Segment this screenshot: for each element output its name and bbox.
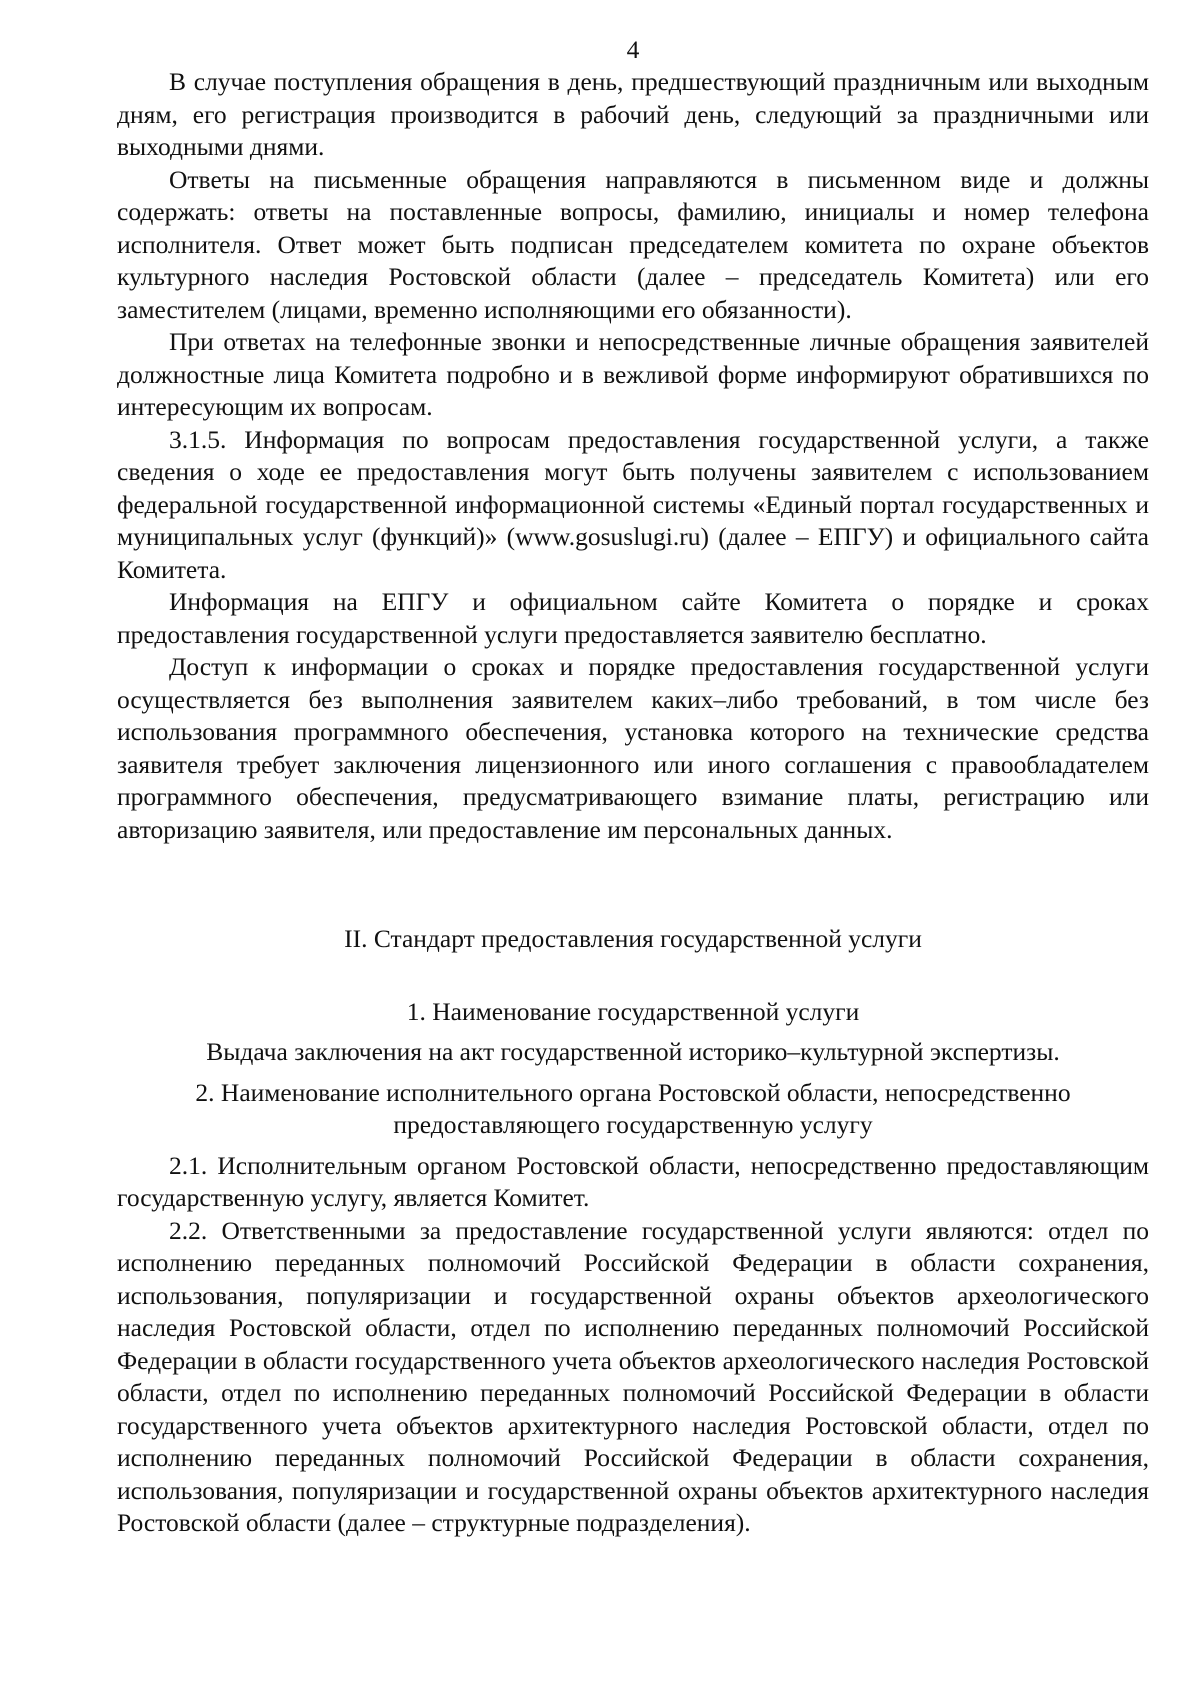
- section-title: II. Стандарт предоставления государственной услуги: [344, 924, 922, 953]
- subsection-2-title-line1: 2. Наименование исполнительного органа Ростовской области, непосредственно: [195, 1077, 1071, 1107]
- paragraph-free-info: Информация на ЕПГУ и официальном сайте Комитета о порядке и сроках предоставления государственной услуги предоставляется заявителю бесплатно.: [117, 587, 1149, 649]
- paragraph-holiday-registration: В случае поступления обращения в день, предшествующий праздничным или выходным дням, его регистрация производится в рабочий день, следующий за праздничными или выходными днями.: [117, 67, 1149, 161]
- paragraph-access-info: Доступ к информации о сроках и порядке предоставления государственной услуги осуществляется без выполнения заявителем каких–либо требований, в том числе без использования программного обеспечения, установка которого на технические средства заявителя требует заключения лицензионного или иного соглашения с правообладателем программного обеспечения, предусматривающего взимание платы, регистрацию или авторизацию заявителя, или предоставление им персональных данных.: [117, 652, 1149, 844]
- subsection-2-title-line2: предоставляющего государственную услугу: [393, 1110, 873, 1139]
- paragraph-3-1-5: 3.1.5. Информация по вопросам предоставления государственной услуги, а также сведения о ходе ее предоставления могут быть получены заявителем с использованием федеральной государственной информационной системы «Единый портал государственных и муниципальных услуг (функций)» (www.gosuslugi.ru) (далее – ЕПГУ) и официального сайта Комитета.: [117, 424, 1149, 584]
- page-number: 4: [626, 35, 640, 64]
- paragraph-written-answers: Ответы на письменные обращения направляются в письменном виде и должны содержать: ответы на поставленные вопросы, фамилию, инициалы и номер телефона исполнителя. Ответ может быть подписан председателем комитета по охране объектов культурного наследия Ростовской области (далее – председатель Комитета) или его заместителем (лицами, временно исполняющими его обязанности).: [117, 164, 1149, 324]
- document-page: [117, 34, 1149, 1540]
- paragraph-phone-answers: При ответах на телефонные звонки и непосредственные личные обращения заявителей должностные лица Комитета подробно и в вежливой форме информируют обратившихся по интересующим их вопросам.: [117, 327, 1149, 421]
- paragraph-2-1: 2.1. Исполнительным органом Ростовской области, непосредственно предоставляющим государственную услугу, является Комитет.: [117, 1150, 1149, 1212]
- subsection-1-text: Выдача заключения на акт государственной историко–культурной экспертизы.: [206, 1037, 1060, 1066]
- subsection-1-title: 1. Наименование государственной услуги: [406, 996, 860, 1026]
- paragraph-2-2: 2.2. Ответственными за предоставление государственной услуги являются: отдел по исполнению переданных полномочий Российской Федерации в области сохранения, использования, популяризации и государственной охраны объектов археологического наследия Ростовской области, отдел по исполнению переданных полномочий Российской Федерации в области государственного учета объектов археологического наследия Ростовской области, отдел по исполнению переданных полномочий Российской Федерации в области государственного учета объектов архитектурного наследия Ростовской области, отдел по исполнению переданных полномочий Российской Федерации в области сохранения, использования, популяризации и государственной охраны объектов архитектурного наследия Ростовской области (далее – структурные подразделения).: [117, 1215, 1149, 1537]
